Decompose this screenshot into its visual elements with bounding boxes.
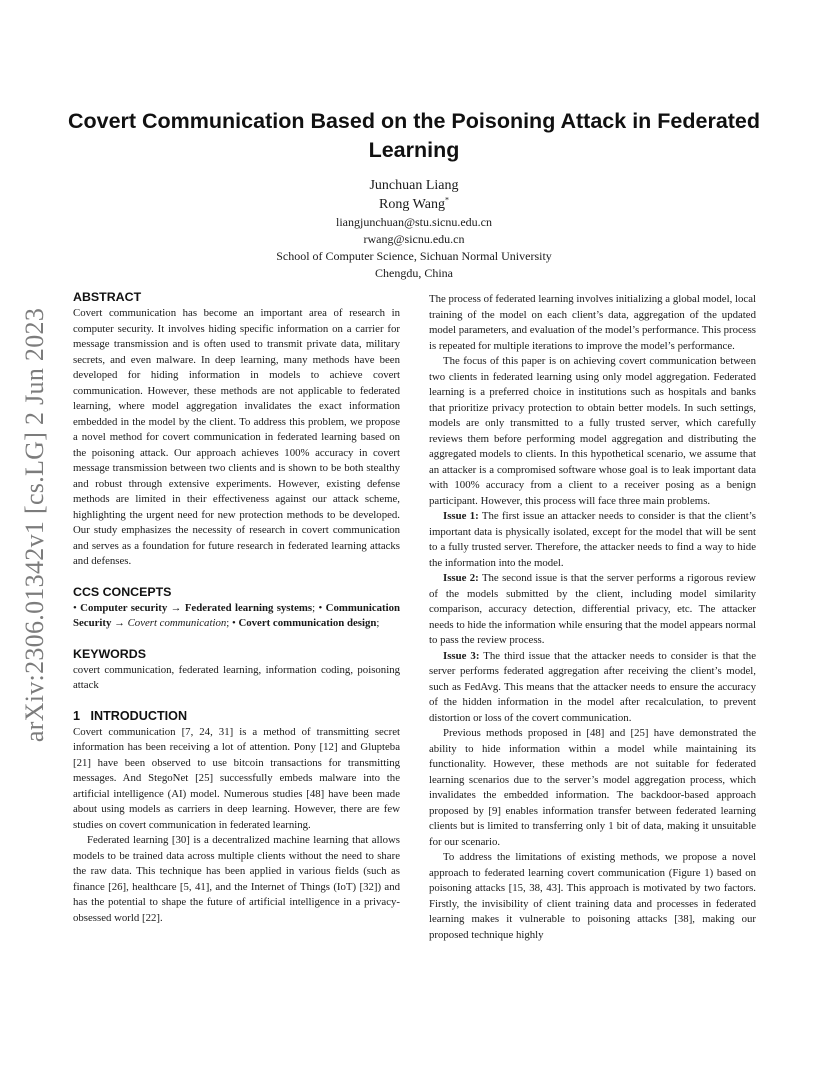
right-column [429,292,756,943]
arxiv-watermark: arXiv:2306.01342v1 [cs.LG] 2 Jun 2023 [20,307,49,743]
author-block [160,176,668,282]
intro-paragraph-2: Federated learning [30] is a decentralized machine learning that allows models to be trained data across multiple clients without the need to share the raw data. This technique has been applied in various fields (such as finance [26], healthcare [5, 41], and the Internet of Things (IoT) [32]) and has the potential to shape the future of artificial intelligence in a privacy-obsessed world [22]. [73,834,400,924]
intro-paragraph-5: Previous methods proposed in [48] and [25] have demonstrated the ability to hide information within a model while maintaining its functionality. However, these methods are not suitable for federated learning scenarios due to the server’s model aggregation process, which invalidates the embedded information. The backdoor-based approach proposed by [9] enables information transfer between federated learning clients but is limited to transferring only 1 bit of data, making it unsuitable for our scenario. [429,727,756,848]
issue-1-label: Issue 1: [443,510,479,522]
intro-paragraph-4: The focus of this paper is on achieving covert communication between two clients in federated learning using only model aggregation. Federated learning is a preferred choice in institutions such as hospitals and banks that prioritize privacy protection to obtain better models. In such settings, models are only transmitted to a fully trusted server, which carefully reviews them before performing model aggregation and distributing the aggregated models to clients. In this hypothetical scenario, we assume that an attacker is a compromised software whose goal is to leak important data with 100% accuracy from a client to a receiver posing as a benign participant. However, this process will face three main problems. [429,355,756,507]
left-column [73,289,400,926]
issue-3-paragraph: Issue 3: The third issue that the attacker needs to consider is that the server performs federated aggregation after receiving the client’s model, such as FedAvg. This means that the attacker needs to ensure the accuracy of the hidden information in the model after recalculation, to prevent distortion or loss of the covert communication. [429,649,756,724]
intro-paragraph-3: The process of federated learning involves initializing a global model, local training of the model on each client’s data, aggregation of the updated model parameters, and evaluation of the model’s performance. This process is repeated for multiple iterations to improve the model’s performance. [429,293,756,352]
abstract-heading: ABSTRACT [73,290,142,304]
abstract-text: Covert communication has become an important area of research in computer security. It involves hiding specific information on a carrier for message transmission and is often used to transmit private data, military secrets, and even malware. In deep learning, many methods have been developed for hiding information in models to achieve covert communication. However, these methods are not applicable to federated learning, where model aggregation invalidates the exact information embedded in the model by the client. To address this problem, we propose a novel method for covert communication in federated learning based on the poisoning attack. Our approach achieves 100% accuracy in covert message transmission between two clients and is shown to be both stealthy and robust through extensive experiments. However, existing defense methods are limited in their effectiveness against our attack scheme, highlighting the urgent need for new protection methods to be developed. Our study emphasizes the necessity of research in covert communication and serves as a foundation for future research in federated learning attacks and defenses. [73,307,400,567]
keywords-text: covert communication, federated learning, information coding, poisoning attack [73,663,400,691]
issue-2-paragraph: Issue 2: The second issue is that the server performs a rigorous review of the models submitted by the client, including model similarity comparison, accuracy detection, differential privacy, etc. The attacker needs to hide the information while ensuring that the model appears normal to pass the review process. [429,572,756,646]
intro-paragraph-1: Covert communication [7, 24, 31] is a method of transmitting secret information has been receiving a lot of attention. Pony [12] and Glupteba [21] have been observed to use bitcoin transactions for transmitting messages. And StegoNet [25] successfully embeds malware into the artificial intelligence (AI) model. Numerous studies [48] have been made about using models as carriers in deep learning. However, there are few studies on covert communication in federated learning. [73,725,400,831]
introduction-heading: 1 INTRODUCTION [73,708,188,723]
issue-1-paragraph: Issue 1: The first issue an attacker needs to consider is that the client’s important data is physically isolated, except for the model that will be sent to a fully trusted server. Therefore, the attacker needs to find a way to hide the information into the model. [429,510,756,569]
affiliation: School of Computer Science, Sichuan Normal University [276,249,552,263]
keywords-heading: KEYWORDS [73,646,146,661]
location: Chengdu, China [375,266,453,280]
author-2: Rong Wang* [379,195,449,212]
paper-title: Covert Communication Based on the Poisoning Attack in Federated Learning [67,109,761,162]
ccs-concepts: • Computer security → Federated learning systems; • Communication Security → Covert communication; • Covert communication design; [73,601,401,629]
issue-2-label: Issue 2: [443,572,479,584]
author-email-2: rwang@sicnu.edu.cn [363,232,465,246]
author-email-1: liangjunchuan@stu.sicnu.edu.cn [335,215,493,229]
intro-paragraph-6: To address the limitations of existing methods, we propose a novel approach to federated learning covert communication (Figure 1) based on poisoning attacks [15, 38, 43]. This approach is motivated by two factors. Firstly, the invisibility of client training data and processes in federated learning makes it vulnerable to poisoning attacks [38], making our proposed technique highly [429,851,756,941]
ccs-heading: CCS CONCEPTS [73,584,172,599]
issue-3-label: Issue 3: [443,649,480,662]
author-1: Junchuan Liang [369,178,459,193]
corresponding-author-marker: * [444,195,449,205]
